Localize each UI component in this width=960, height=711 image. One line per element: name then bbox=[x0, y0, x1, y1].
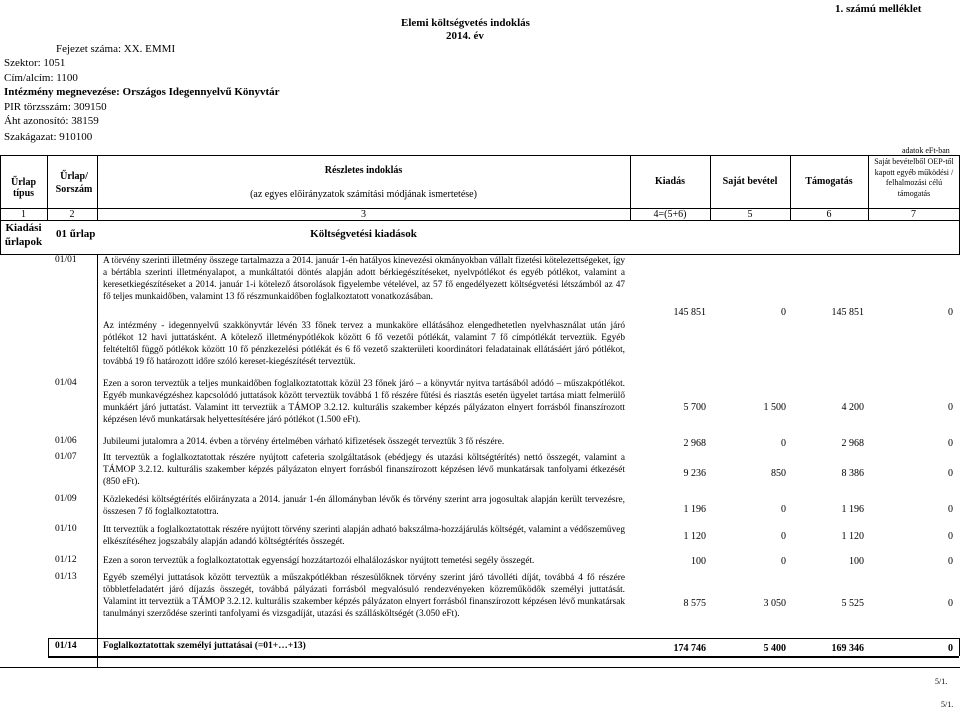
unit-label: adatok eFt-ban bbox=[902, 146, 950, 155]
chapter-label: Fejezet száma: XX. EMMI bbox=[56, 43, 176, 55]
pir-label: PIR törzsszám: 309150 bbox=[4, 101, 107, 113]
row-value-oep: 0 bbox=[948, 402, 953, 413]
col-number: 3 bbox=[361, 209, 366, 220]
row-value-support: 145 851 bbox=[831, 307, 864, 318]
col-number: 1 bbox=[21, 209, 26, 220]
row-value-own-income: 850 bbox=[771, 468, 786, 479]
row-description-continued: Az intézmény - idegennyelvű szakkönyvtár lévén 33 főnek tervez a munkaköre ellátásához elengedhetetlen nyelvhasználat után járó pótlékot 12 havi juttatásként. A kötelező illetménypótlékok között 6 fő vezetői pótlékát, valamint 7 fő címpótlékát terveztük. Egyéb feltételtől függő pótlékok között 10 fő pénzkezelési pótlékát és 6 fő vezető szakterületi koordinátori feladatainak ellátásáért járó pótlékot, továbbá 19 fő határozott időre szóló kereset-kiegészítését terveztük. bbox=[103, 321, 625, 367]
total-value-oep: 0 bbox=[948, 643, 953, 654]
aht-label: Áht azonosító: 38159 bbox=[4, 115, 99, 127]
row-value-own-income: 0 bbox=[781, 531, 786, 542]
row-value-own-income: 0 bbox=[781, 307, 786, 318]
col-header-support: Támogatás bbox=[805, 176, 853, 187]
row-value-support: 1 196 bbox=[841, 504, 864, 515]
institution-label: Intézmény megnevezése: Országos Idegennyelvű Könyvtár bbox=[4, 86, 280, 98]
row-value-support: 5 525 bbox=[841, 598, 864, 609]
total-value-support: 169 346 bbox=[831, 643, 864, 654]
row-value-own-income: 0 bbox=[781, 556, 786, 567]
row-value-oep: 0 bbox=[948, 307, 953, 318]
row-code: 01/12 bbox=[55, 555, 77, 565]
row-code: 01/07 bbox=[55, 452, 77, 462]
col-divider bbox=[97, 254, 98, 667]
row-value-oep: 0 bbox=[948, 556, 953, 567]
row-value-support: 4 200 bbox=[841, 402, 864, 413]
table-left-border bbox=[0, 155, 1, 254]
row-code: 01/10 bbox=[55, 524, 77, 534]
row-value-oep: 0 bbox=[948, 504, 953, 515]
table-bottom-border bbox=[0, 667, 960, 668]
row-value-expense: 2 968 bbox=[683, 438, 706, 449]
row-value-own-income: 1 500 bbox=[763, 402, 786, 413]
row-code: 01/01 bbox=[55, 255, 77, 265]
table-top-border bbox=[0, 155, 960, 156]
row-value-expense: 145 851 bbox=[673, 307, 706, 318]
number-row-border bbox=[0, 220, 960, 221]
row-description: Itt terveztük a foglalkoztatottak részére nyújtott törvény szerinti alapján adható bakszálma-hozzájárulás költségét, valamint a védőszemüveg elkészítéséhez jogszabály alapján adandó költségtérítés összegét. bbox=[103, 525, 625, 547]
row-value-support: 8 386 bbox=[841, 468, 864, 479]
col-header-expense: Kiadás bbox=[654, 176, 685, 187]
col-header-form-type: Űrlap típus bbox=[11, 177, 36, 199]
row-description: Egyéb személyi juttatások között terveztük a műszakpótlékban részesülőknek törvény szerint járó távolléti díját, továbbá 4 fő részére többletfeladatért járó díjazás összegét, továbbá pályázati forrásból megvalósuló rendezvényeken közreműködők személyi juttatását. Valamint itt terveztük a TÁMOP 3.2.12. kulturális szakember képzés pályázaton elnyert forrásból finanszírozott képzésen lévő munkatársak tanulmányi szerződése szerinti tanfolyami és vizsgadíját, utazási és szállásköltségét (3.050 eFt). bbox=[103, 573, 625, 619]
col-header-details: Részletes indoklás bbox=[324, 165, 403, 176]
page-number: 5/1. bbox=[935, 677, 948, 686]
col-number: 6 bbox=[826, 209, 832, 220]
row-code: 01/13 bbox=[55, 572, 77, 582]
title-code-label: Cím/alcím: 1100 bbox=[4, 72, 78, 84]
col-number: 7 bbox=[911, 209, 916, 220]
branch-label: Szakágazat: 910100 bbox=[4, 131, 93, 143]
row-value-own-income: 0 bbox=[781, 438, 786, 449]
col-header-form-row: Űrlap/ Sorszám bbox=[55, 171, 93, 195]
row-value-expense: 1 120 bbox=[683, 531, 706, 542]
total-row-border bbox=[48, 638, 49, 656]
row-value-own-income: 0 bbox=[781, 504, 786, 515]
total-row-bottom-border bbox=[48, 656, 959, 658]
row-value-expense: 9 236 bbox=[683, 468, 706, 479]
col-header-own-income: Saját bevétel bbox=[722, 176, 778, 187]
total-row-code: 01/14 bbox=[55, 641, 77, 651]
row-value-expense: 5 700 bbox=[683, 402, 706, 413]
row-value-support: 100 bbox=[849, 556, 864, 567]
row-description: A törvény szerinti illetmény összege tartalmazza a 2014. január 1-én hatályos kinevezési okmányokban vállalt fizetési kötelezettségeket, így a bértábla szerinti illetményalapot, a munkáltatói döntés alapján adott bérkiegészítéseket, nyelvpótlékot és egyéb pótlékot, valamint a keresetkiegészítéseket a 2014. január 1-i kötelező átsorolások figyelembe vételével, az 57 fő engedélyezett költségvetési létszámból az 47 fő teljes munkaidőben, valamint 13 fő részmunkaidőben foglalkoztatott vonatkozásában. bbox=[103, 256, 625, 302]
row-code: 01/09 bbox=[55, 494, 77, 504]
col-number: 4=(5+6) bbox=[653, 209, 687, 220]
row-description: Ezen a soron terveztük a foglalkoztatottak egyenságí hozzátartozói elhalálozáskor nyújtott temetési segély összegét. bbox=[103, 556, 535, 566]
col-header-oep: Saját bevételből OEP-től kapott egyéb működési / felhalmozási célú támogatás bbox=[874, 157, 954, 198]
row-description: Jubileumi jutalomra a 2014. évben a törvény értelmében várható kifizetések összegét terveztük 3 fő részére. bbox=[103, 437, 505, 447]
year-label: 2014. év bbox=[446, 30, 484, 42]
col-number: 2 bbox=[69, 209, 75, 220]
row-value-expense: 1 196 bbox=[683, 504, 706, 515]
form-label: 01 űrlap bbox=[56, 228, 96, 240]
section-type-label: Kiadási űrlapok bbox=[4, 222, 43, 248]
total-row-top-border bbox=[48, 638, 959, 639]
sector-label: Szektor: 1051 bbox=[4, 57, 66, 69]
row-code: 01/04 bbox=[55, 378, 77, 388]
annex-label: 1. számú melléklet bbox=[835, 3, 922, 15]
page-number: 5/1. bbox=[941, 700, 954, 709]
row-value-oep: 0 bbox=[948, 598, 953, 609]
col-number: 5 bbox=[747, 209, 753, 220]
row-value-support: 2 968 bbox=[841, 438, 864, 449]
row-value-oep: 0 bbox=[948, 531, 953, 542]
total-row-label: Foglalkoztatottak személyi juttatásai (=01+…+13) bbox=[103, 641, 306, 651]
row-value-expense: 8 575 bbox=[683, 598, 706, 609]
row-description: Közlekedési költségtérítés előirányzata a 2014. január 1-én állományban lévők és törvény szerint arra jogosultak alapján került tervezésre, összesen 7 fő foglalkoztatottra. bbox=[103, 495, 625, 517]
row-code: 01/06 bbox=[55, 436, 77, 446]
col-header-details-sub: (az egyes előirányzatok számítási módjának ismertetése) bbox=[250, 189, 477, 200]
row-value-oep: 0 bbox=[948, 438, 953, 449]
row-description: Itt terveztük a foglalkoztatottak részére nyújtott cafeteria szolgáltatások (ebédjegy és utazási költségtérítés) nettó összegét, valamint a TÁMOP 3.2.12. kulturális szakember képzés pályázaton elnyert forrásból finanszírozott képzésen lévő munkatársak tanfolyami étkezését (850 eFt). bbox=[103, 453, 625, 487]
row-value-expense: 100 bbox=[691, 556, 706, 567]
row-value-own-income: 3 050 bbox=[763, 598, 786, 609]
page-title: Elemi költségvetés indoklás bbox=[401, 17, 530, 29]
row-value-oep: 0 bbox=[948, 468, 953, 479]
row-value-support: 1 120 bbox=[841, 531, 864, 542]
total-value-own-income: 5 400 bbox=[763, 643, 786, 654]
row-description: Ezen a soron terveztük a teljes munkaidőben foglalkoztatottak közül 23 főnek járó – a könyvtár nyitva tartásából adódó – műszakpótlékot. Egyéb munkavégzéshez kapcsolódó juttatások között terveztük továbbá 1 fő részére fűtési és riasztás esetén ügyelet tartása miatt felmerülő munkáért járó juttatást. Valamint itt terveztük a TÁMOP 3.2.12. kulturális szakember képzés pályázaton elnyert forrásból finanszírozott képzésen lévő munkatársak helyettesítésére járó pótlékot (1.500 eFt). bbox=[103, 379, 625, 425]
form-title: Költségvetési kiadások bbox=[310, 228, 417, 240]
total-value-expense: 174 746 bbox=[673, 643, 706, 654]
